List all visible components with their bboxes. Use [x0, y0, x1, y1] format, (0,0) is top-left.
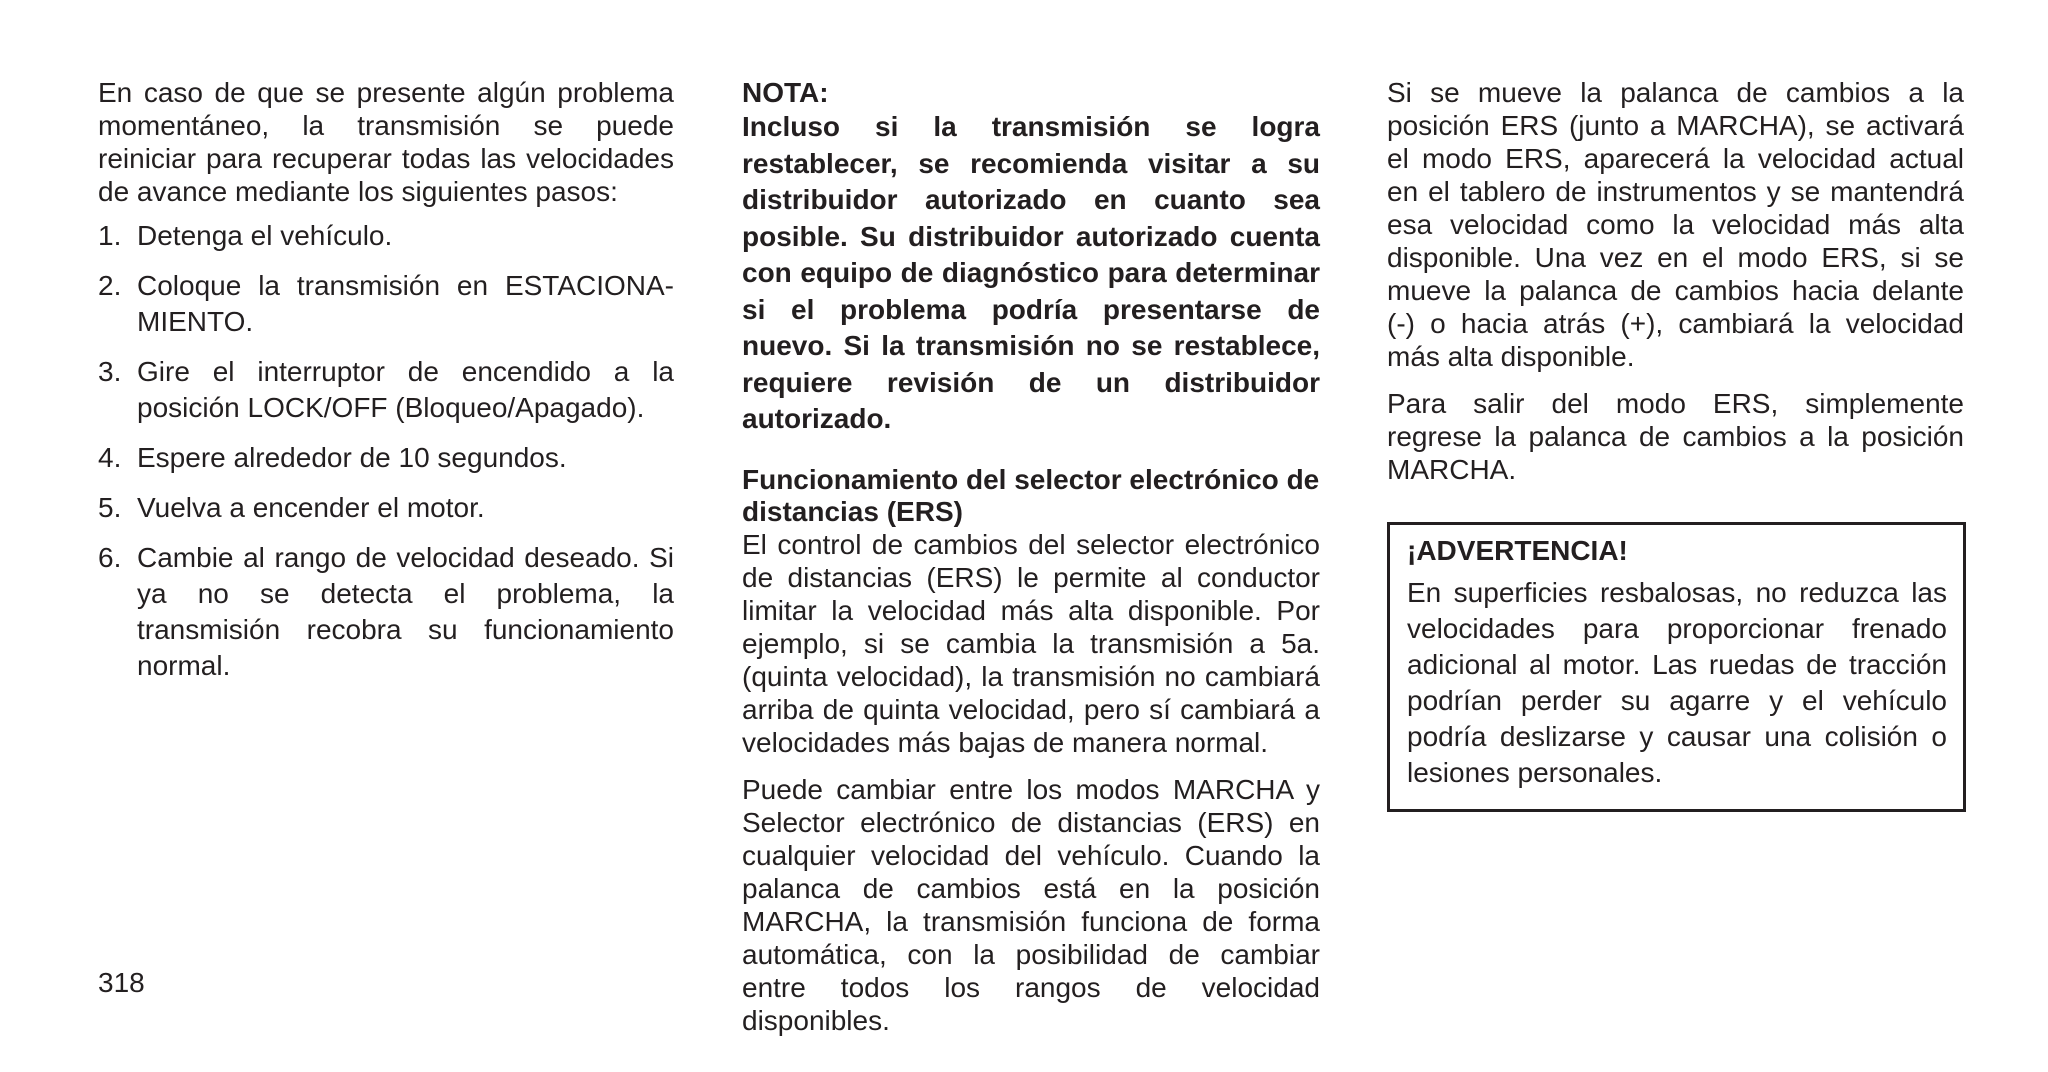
step-text: Vuelva a encender el motor. — [137, 492, 485, 523]
step-text: Coloque la transmisión en ESTACIONA-MIENTO. — [137, 270, 674, 337]
column-middle — [742, 76, 1320, 1037]
step-number: 2. — [98, 270, 122, 301]
step-text: Gire el interruptor de encendido a la posición LOCK/OFF (Bloqueo/Apagado). — [137, 356, 674, 423]
step-number: 4. — [98, 442, 122, 473]
ers-paragraph-2: Puede cambiar entre los modos MARCHA y Selector electrónico de distancias (ERS) en cualquier velocidad del vehículo. Cuando la palanca de cambios está en la posición MARCHA, la transmisión funciona de forma automática, con la posibilidad de cambiar entre todos los rangos de velocidad disponibles. — [742, 773, 1320, 1036]
step-text: Espere alrededor de 10 segundos. — [137, 442, 567, 473]
warning-box — [1387, 522, 1966, 812]
list-item — [98, 440, 674, 476]
step-number: 3. — [98, 356, 122, 387]
step-number: 1. — [98, 220, 122, 251]
step-number: 5. — [98, 492, 122, 523]
page-number: 318 — [98, 967, 145, 998]
section-heading: Funcionamiento del selector electrónico de distancias (ERS) — [742, 463, 1320, 527]
list-item — [98, 354, 674, 426]
list-item — [98, 268, 674, 340]
step-number: 6. — [98, 542, 122, 573]
column-right — [1387, 76, 1964, 812]
list-item — [98, 490, 674, 526]
list-item — [98, 218, 674, 254]
intro-paragraph: En caso de que se presente algún problema momentáneo, la transmisión se puede reiniciar para recuperar todas las velocidades de avance mediante los siguientes pasos: — [98, 77, 674, 207]
step-text: Detenga el vehículo. — [137, 220, 393, 251]
step-text: Cambie al rango de velocidad deseado. Si ya no se detecta el problema, la transmisión recobra su funcionamiento normal. — [137, 542, 674, 681]
list-item — [98, 540, 674, 684]
ers-paragraph-1: El control de cambios del selector electrónico de distancias (ERS) le permite al conductor limitar la velocidad más alta disponible. Por ejemplo, si se cambia la transmisión a 5a. (quinta velocidad), la transmisión no cambiará arriba de quinta velocidad, pero sí cambiará a velocidades más bajas de manera normal. — [742, 528, 1320, 758]
warning-title: ¡ADVERTENCIA! — [1407, 535, 1628, 566]
ers-exit-paragraph: Para salir del modo ERS, simplemente regrese la palanca de cambios a la posición MARCHA. — [1387, 388, 1964, 485]
note-text: Incluso si la transmisión se logra restablecer, se recomienda visitar a su distribuidor autorizado en cuanto sea posible. Su distribuidor autorizado cuenta con equipo de diagnóstico para determinar si el problema podría presentarse de nuevo. Si la transmisión no se restablece, requiere revisión de un distribuidor autorizado. — [742, 111, 1320, 434]
column-left — [98, 76, 674, 698]
note-label: NOTA: — [742, 77, 829, 108]
ers-paragraph-3: Si se mueve la palanca de cambios a la posición ERS (junto a MARCHA), se activará el modo ERS, aparecerá la velocidad actual en el tablero de instrumentos y se mantendrá esa velocidad como la velocidad más alta disponible. Una vez en el modo ERS, si se mueve la palanca de cambios hacia delante (-) o hacia atrás (+), cambiará la velocidad más alta disponible. — [1387, 77, 1964, 372]
warning-text: En superficies resbalosas, no reduzca las velocidades para proporcionar frenado adicional al motor. Las ruedas de tracción podrían perder su agarre y el vehículo podría deslizarse y causar una colisión o lesiones personales. — [1407, 577, 1947, 788]
reset-steps-list — [98, 218, 674, 684]
